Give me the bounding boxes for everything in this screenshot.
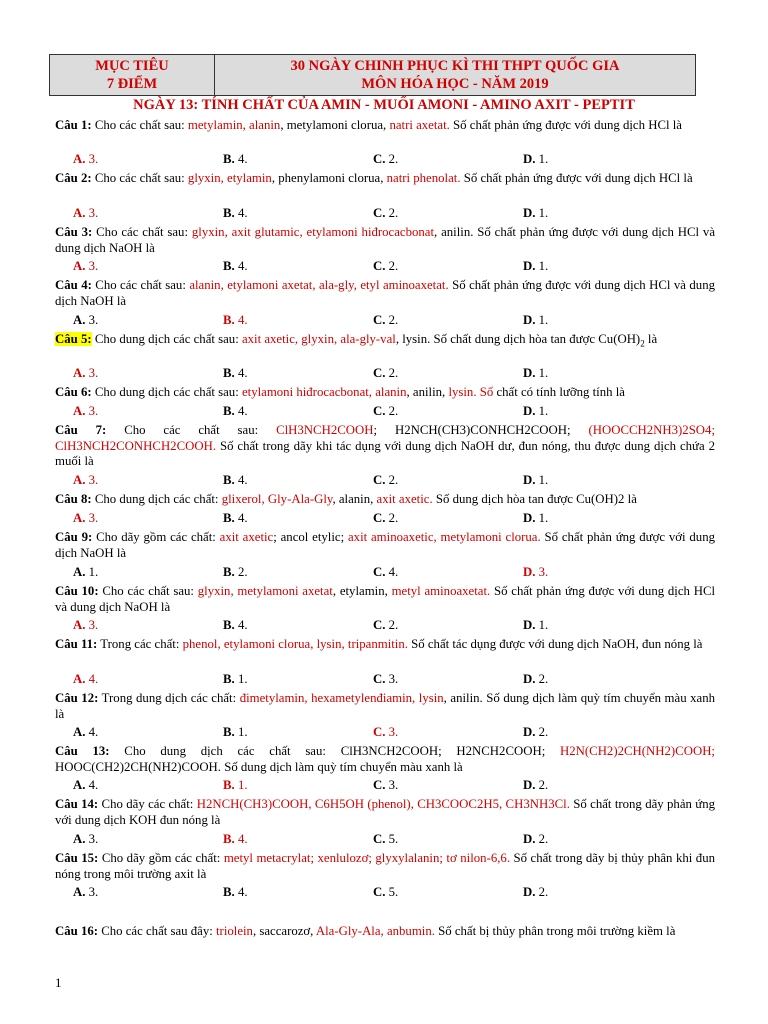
question-text: Cho dãy gồm các chất: (92, 530, 220, 544)
question-text: Số chất phản ứng được với dung dịch HCl là (460, 171, 693, 185)
header-right (215, 55, 695, 95)
option-a: A. 3. (73, 473, 99, 487)
question-12-options (55, 725, 715, 740)
question-text: Cho các chất sau: (91, 278, 190, 292)
option-d: D. 1. (523, 259, 549, 273)
question-9-options (55, 565, 715, 580)
option-c: C. 2. (373, 206, 399, 220)
option-b: B. 2. (223, 565, 248, 579)
option-b: B. 4. (223, 885, 248, 899)
question-highlight: metylamin, alanin (187, 118, 281, 132)
question-5 (55, 332, 715, 348)
question-highlight: H2NCH(CH3)COOH, C6H5OH (phenol), CH3COOC2H5, CH3NH3Cl. (196, 797, 570, 811)
header-left (50, 55, 215, 95)
question-highlight: metyl aminoaxetat. (391, 584, 491, 598)
option-c: C. 5. (373, 885, 399, 899)
question-text: chất có tính lưỡng tính là (493, 385, 625, 399)
question-text: là (644, 332, 658, 346)
option-d: D. 2. (523, 672, 549, 686)
question-label: Câu 4: (55, 278, 92, 292)
question-text: , anilin. Số dung dịch làm quỳ tím chuyển màu xanh là (55, 691, 716, 721)
question-label: Câu 11: (55, 637, 98, 651)
option-c: C. 2. (373, 404, 399, 418)
question-3-options (55, 259, 715, 274)
subscript: 2 (640, 338, 645, 349)
option-b: B. 4. (223, 618, 248, 632)
option-b: B. 1. (223, 672, 248, 686)
question-highlight: glyxin, etylamin (187, 171, 272, 185)
question-text: Số dung dịch hòa tan được Cu(OH)2 là (432, 492, 637, 506)
question-text: , etylamin, (332, 584, 392, 598)
question-text: Cho dung dịch các chất sau: (91, 385, 242, 399)
question-label: Câu 14: (55, 797, 99, 811)
option-d: D. 1. (523, 313, 549, 327)
question-13 (55, 744, 715, 775)
option-a: A. 3. (73, 313, 99, 327)
option-c: C. 5. (373, 832, 399, 846)
question-text: , metylamoni clorua, (280, 118, 390, 132)
option-b: B. 4. (223, 511, 248, 525)
question-1 (55, 118, 715, 134)
question-label: Câu 9: (55, 530, 93, 544)
page-number: 1 (55, 975, 62, 990)
option-a: A. 4. (73, 778, 99, 792)
option-c: C. 2. (373, 259, 399, 273)
question-11-options (55, 672, 715, 687)
question-label: Câu 7: (55, 423, 107, 437)
question-6 (55, 385, 715, 401)
question-label: Câu 12: (55, 691, 99, 705)
question-8 (55, 492, 715, 508)
question-label: Câu 5: (55, 332, 92, 346)
option-d: D. 1. (523, 511, 549, 525)
option-c: C. 2. (373, 152, 399, 166)
question-text: Cho dãy gồm các chất: (98, 851, 224, 865)
question-highlight: etylamoni hiđrocacbonat, alanin (241, 385, 407, 399)
question-text: , anilin, (406, 385, 449, 399)
question-text: Số chất phản ứng được với dung dịch HCl và dung dịch NaOH là (55, 584, 716, 614)
header-left-line2: 7 ĐIỂM (106, 76, 158, 92)
option-d: D. 1. (523, 152, 549, 166)
header-box (49, 54, 696, 96)
option-d: D. 2. (523, 832, 549, 846)
question-text: , anilin. Số chất phản ứng được với dung dịch HCl và dung dịch NaOH là (55, 225, 715, 255)
question-text: Số chất phản ứng được với dung dịch HCl là (449, 118, 682, 132)
option-a: A. 3. (73, 259, 99, 273)
option-b: B. 4. (223, 473, 248, 487)
option-b: B. 1. (223, 778, 248, 792)
option-d: D. 3. (523, 565, 549, 579)
option-d: D. 2. (523, 778, 549, 792)
question-10-options (55, 618, 715, 633)
question-4-options (55, 313, 715, 328)
question-text: HOOC(CH2)2CH(NH2)COOH. Số dung dịch làm quỳ tím chuyển màu xanh là (55, 759, 463, 774)
question-text: , saccarozơ, (252, 924, 316, 938)
question-2 (55, 171, 715, 187)
option-a: A. 3. (73, 152, 99, 166)
question-label: Câu 3: (55, 225, 93, 239)
option-d: D. 1. (523, 473, 549, 487)
option-a: A. 3. (73, 206, 99, 220)
question-15 (55, 851, 715, 882)
question-text: Số chất tác dụng được với dung dịch NaOH, đun nóng là (407, 637, 703, 651)
option-d: D. 2. (523, 885, 549, 899)
question-label: Câu 16: (55, 924, 99, 938)
question-9 (55, 530, 715, 561)
question-label: Câu 2: (55, 171, 92, 185)
question-14 (55, 797, 715, 828)
question-highlight: axit axetic (219, 530, 274, 544)
question-1-options (55, 152, 715, 167)
option-c: C. 3. (373, 778, 399, 792)
question-highlight: phenol, etylamoni clorua, lysin, tripanmitin. (182, 637, 408, 651)
option-a: A. 4. (73, 672, 99, 686)
option-b: B. 4. (223, 259, 248, 273)
question-highlight: alanin, etylamoni axetat, ala-gly, etyl aminoaxetat. (189, 278, 449, 292)
question-text: Số chất trong dãy phản ứng với dung dịch KOH đun nóng là (55, 797, 716, 827)
question-text: Cho các chất sau: (92, 225, 192, 239)
option-c: C. 2. (373, 366, 399, 380)
header-right-line1: 30 NGÀY CHINH PHỤC KÌ THI THPT QUỐC GIA (290, 58, 620, 74)
question-14-options (55, 832, 715, 847)
question-16 (55, 924, 715, 940)
question-4 (55, 278, 715, 309)
question-11 (55, 637, 715, 653)
header-left-line1: MỤC TIÊU (95, 58, 169, 74)
question-highlight: triolein (216, 924, 253, 938)
question-highlight: glixerol, Gly-Ala-Gly (221, 492, 333, 506)
option-b: B. 4. (223, 313, 248, 327)
question-7 (55, 423, 715, 470)
question-highlight: lysin. Số (448, 385, 494, 399)
question-7-options (55, 473, 715, 488)
question-text: Cho dung dịch các chất sau: ClH3NCH2COOH; H2NCH2COOH; (109, 744, 561, 758)
question-text: Cho dãy các chất: (98, 797, 197, 811)
question-highlight: axit aminoaxetic, metylamoni clorua. (347, 530, 541, 544)
option-c: C. 4. (373, 565, 399, 579)
option-b: B. 4. (223, 366, 248, 380)
option-a: A. 3. (73, 885, 99, 899)
question-highlight: H2N(CH2)2CH(NH2)COOH; (560, 744, 715, 758)
question-highlight: natri phenolat. (386, 171, 461, 185)
question-12 (55, 691, 715, 722)
option-d: D. 2. (523, 725, 549, 739)
option-b: B. 4. (223, 206, 248, 220)
question-text: Số chất phản ứng được với dung dịch HCl và dung dịch NaOH là (55, 278, 715, 308)
question-text: , phenylamoni clorua, (271, 171, 387, 185)
question-text: Cho các chất sau: (106, 423, 277, 437)
question-text: Cho các chất sau: (91, 118, 188, 132)
question-highlight: đimetylamin, hexametylenđiamin, lysin (239, 691, 444, 705)
question-label: Câu 10: (55, 584, 99, 598)
question-2-options (55, 206, 715, 221)
option-d: D. 1. (523, 404, 549, 418)
option-a: A. 3. (73, 366, 99, 380)
question-highlight: Ala-Gly-Ala, anbumin. (315, 924, 435, 938)
question-highlight: glyxin, metylamoni axetat (197, 584, 333, 598)
option-c: C. 3. (373, 672, 399, 686)
option-c: C. 3. (373, 725, 399, 739)
option-a: A. 3. (73, 832, 99, 846)
question-text: Số chất bị thủy phân trong môi trường kiềm là (434, 924, 676, 938)
question-5-options (55, 366, 715, 381)
question-text: ; H2NCH(CH3)CONHCH2COOH; (373, 423, 589, 437)
question-10 (55, 584, 715, 615)
option-a: A. 3. (73, 511, 99, 525)
question-text: Số chất trong dãy khi tác dụng với dung dịch NaOH dư, đun nóng, thu được dung dịch chứa 2 muối là (55, 438, 715, 468)
lesson-title: NGÀY 13: TÍNH CHẤT CỦA AMIN - MUỐI AMONI - AMINO AXIT - PEPTIT (133, 97, 635, 113)
option-a: A. 4. (73, 725, 99, 739)
option-c: C. 2. (373, 511, 399, 525)
option-c: C. 2. (373, 473, 399, 487)
question-label: Câu 15: (55, 851, 99, 865)
question-15-options (55, 885, 715, 900)
option-c: C. 2. (373, 313, 399, 327)
question-text: Cho các chất sau: (98, 584, 198, 598)
option-a: A. 1. (73, 565, 99, 579)
option-c: C. 2. (373, 618, 399, 632)
question-label: Câu 6: (55, 385, 92, 399)
option-d: D. 1. (523, 366, 549, 380)
question-highlight: (HOOCCH2NH3)2SO4; ClH3NCH2CONHCH2COOH. (55, 423, 716, 453)
option-b: B. 1. (223, 725, 248, 739)
question-text: Số chất phản ứng được với dung dịch NaOH là (55, 530, 715, 560)
option-a: A. 3. (73, 404, 99, 418)
question-label: Câu 8: (55, 492, 92, 506)
option-a: A. 3. (73, 618, 99, 632)
question-8-options (55, 511, 715, 526)
option-d: D. 1. (523, 206, 549, 220)
question-highlight: axit axetic. (376, 492, 433, 506)
question-highlight: natri axetat. (389, 118, 450, 132)
question-highlight: metyl metacrylat; xenlulozơ; glyxylalanin; tơ nilon-6,6. (223, 851, 511, 865)
question-text: , alanin, (332, 492, 377, 506)
question-text: Số chất trong dãy bị thủy phân khi đun nóng trong môi trường axit là (55, 851, 715, 881)
option-d: D. 1. (523, 618, 549, 632)
question-text: Cho các chất sau đây: (98, 924, 216, 938)
question-highlight: glyxin, axit glutamic, etylamoni hiđrocacbonat (191, 225, 435, 239)
option-b: B. 4. (223, 404, 248, 418)
question-label: Câu 1: (55, 118, 92, 132)
question-label: Câu 13: (55, 744, 110, 758)
question-3 (55, 225, 715, 256)
question-text: Cho dung dịch các chất sau: (91, 332, 242, 346)
question-text: Trong dung dịch các chất: (98, 691, 240, 705)
question-6-options (55, 404, 715, 419)
question-text: Cho các chất sau: (91, 171, 188, 185)
question-text: Trong các chất: (97, 637, 183, 651)
question-text: , lysin. Số chất dung dịch hòa tan được Cu(OH) (395, 332, 641, 346)
question-text: ; ancol etylic; (273, 530, 348, 544)
option-b: B. 4. (223, 832, 248, 846)
question-13-options (55, 778, 715, 793)
question-text: Cho dung dịch các chất: (91, 492, 222, 506)
question-highlight: axit axetic, glyxin, ala-gly-val (241, 332, 396, 346)
header-right-line2: MÔN HÓA HỌC - NĂM 2019 (361, 76, 549, 92)
question-highlight: ClH3NCH2COOH (276, 423, 374, 437)
option-b: B. 4. (223, 152, 248, 166)
